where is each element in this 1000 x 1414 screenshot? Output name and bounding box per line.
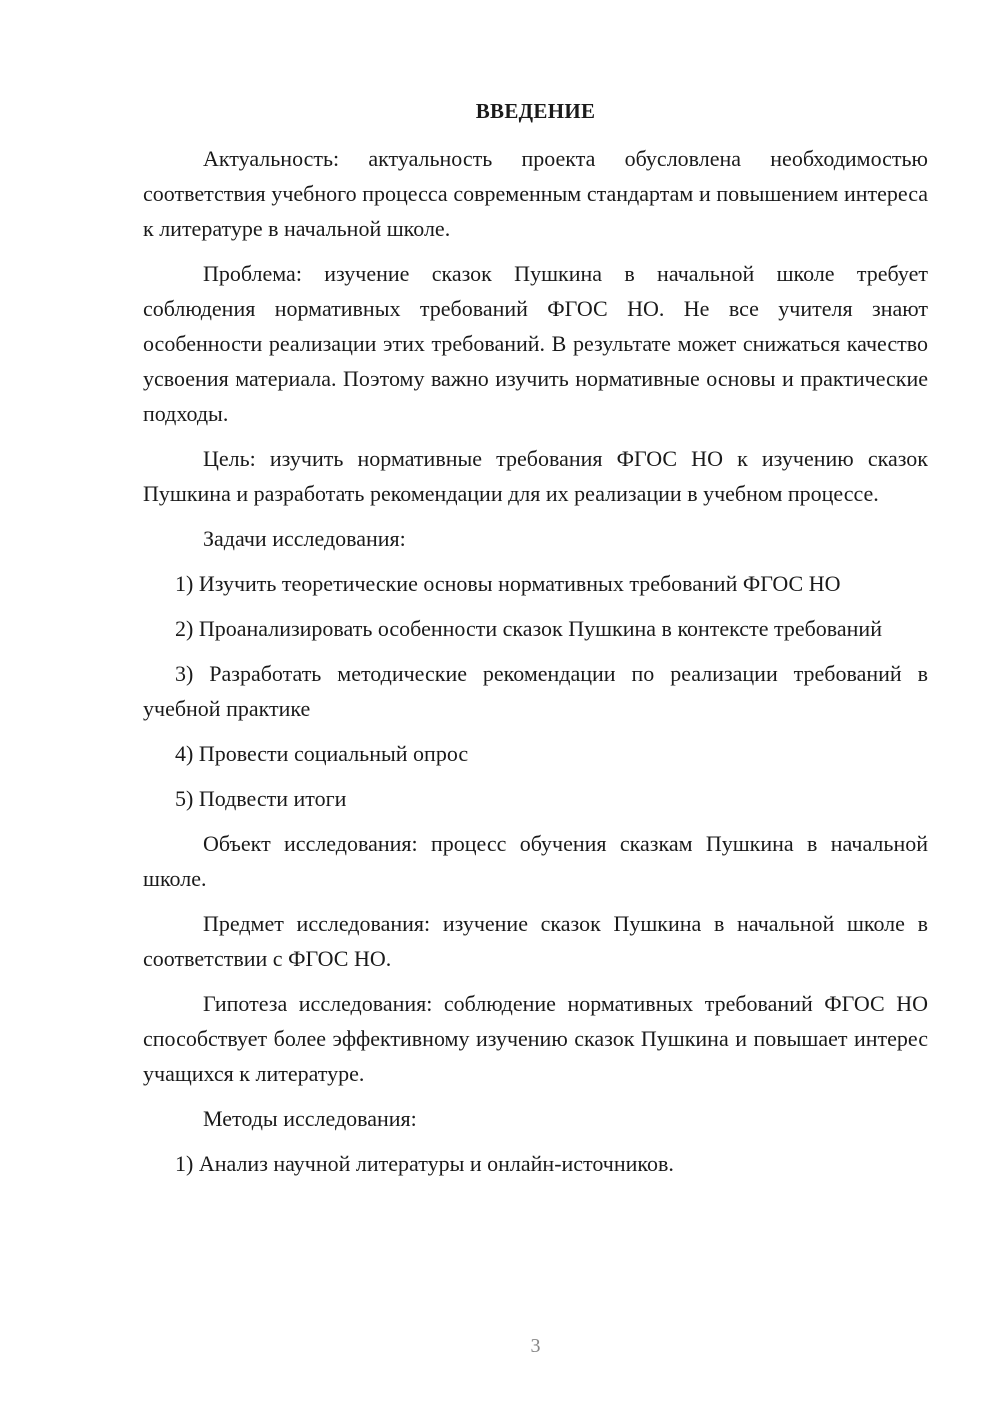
goal-paragraph: Цель: изучить нормативные требования ФГОС НО к изучению сказок Пушкина и разработать рекомендации для их реализации в учебном процессе. (143, 446, 928, 506)
task-item-5: 5) Подвести итоги (175, 786, 347, 811)
document-title: ВВЕДЕНИЕ (475, 99, 596, 123)
task-item-2: 2) Проанализировать особенности сказок Пушкина в контексте требований (175, 616, 882, 641)
task-item-4: 4) Провести социальный опрос (175, 741, 469, 766)
object-paragraph: Объект исследования: процесс обучения сказкам Пушкина в начальной школе. (143, 831, 928, 891)
problem-paragraph: Проблема: изучение сказок Пушкина в начальной школе требует соблюдения нормативных требований ФГОС НО. Не все учителя знают особенности реализации этих требований. В результате может снижаться качество усвоения материала. Поэтому важно изучить нормативные основы и практические подходы. (143, 261, 928, 426)
task-item-1: 1) Изучить теоретические основы нормативных требований ФГОС НО (175, 571, 841, 596)
relevance-paragraph: Актуальность: актуальность проекта обусловлена необходимостью соответствия учебного процесса современным стандартам и повышением интереса к литературе в начальной школе. (143, 146, 928, 241)
page-number: 3 (530, 1335, 541, 1357)
tasks-heading: Задачи исследования: (203, 526, 406, 551)
methods-heading: Методы исследования: (203, 1106, 417, 1131)
hypothesis-paragraph: Гипотеза исследования: соблюдение нормативных требований ФГОС НО способствует более эффективному изучению сказок Пушкина и повышает интерес учащихся к литературе. (143, 991, 928, 1086)
task-item-3: 3) Разработать методические рекомендации по реализации требований в учебной практике (143, 661, 928, 721)
subject-paragraph: Предмет исследования: изучение сказок Пушкина в начальной школе в соответствии с ФГОС НО. (143, 911, 928, 971)
method-item-1: 1) Анализ научной литературы и онлайн-источников. (175, 1151, 674, 1176)
document-page (143, 96, 928, 1191)
